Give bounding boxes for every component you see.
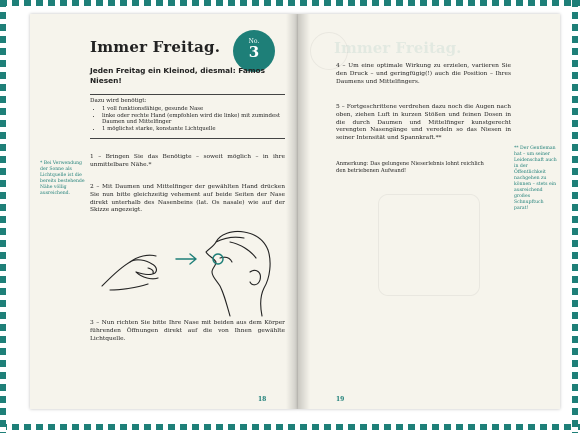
page-title: Immer Freitag. <box>90 38 221 56</box>
book-gutter <box>286 14 310 409</box>
step-4: 4 – Um eine optimale Wirkung zu erzielen, variieren Sie den Druck – und geringfügig(!) auch die Position – Ihres Daumens und Mittelfingers. <box>336 63 511 85</box>
nose-sketch-illustration <box>100 228 275 318</box>
badge-label: No. <box>248 38 260 45</box>
side-note: ** Der Gentleman hat – um seiner Leidenschaft auch in der Öffentlichkeit nachgehen zu können – stets ein ausreichend großes Schnupftuch parat! <box>514 146 557 211</box>
divider-bottom <box>90 138 285 139</box>
step-1: 1 – Bringen Sie das Benötigte – soweit möglich – in ihre unmittelbare Nähe.* <box>90 154 285 168</box>
stripe-border-left <box>0 0 6 433</box>
side-note: * Bei Verwendung der Sonne als Lichtquelle ist die bereits bestehende Nähe völlig ausreichend. <box>40 161 85 196</box>
page-number: 19 <box>336 396 345 403</box>
stripe-border-right <box>572 0 578 433</box>
list-item: • linke oder rechte Hand (empfohlen wird die linke) mit zumindest Daumen und Mittelfinger <box>102 113 292 126</box>
issue-badge <box>235 32 273 70</box>
step-2: 2 – Mit Daumen und Mittelfinger der gewählten Hand drücken Sie nun bitte gleichzeitig vehement auf beide Seiten der Nase direkt unterhalb des Nasenbeins (lat. Os nasale) wie auf der Skizze angezeigt. <box>90 184 285 214</box>
divider-top <box>90 94 285 95</box>
needs-title: Dazu wird benötigt: <box>90 98 147 104</box>
page-number: 18 <box>258 396 267 403</box>
badge-number: 3 <box>248 43 260 61</box>
step-3: 3 – Nun richten Sie bitte Ihre Nase mit beiden aus dem Körper führenden Öffnungen direkt auf die von Ihnen gewählte Lichtquelle. <box>90 320 285 342</box>
watermark-sketch <box>378 194 480 296</box>
left-page <box>30 14 298 409</box>
remark: Anmerkung: Das gelungene Nieserlebnis lohnt reichlich den betriebenen Aufwand! <box>336 161 484 174</box>
step-5: 5 – Fortgeschrittene verdrehen dazu noch die Augen nach oben, ziehen Luft in kurzen Stößen und feinen Dosen in die durch Daumen und Mittelfinger kunstgerecht verengten Nasengänge und veredeln so das Niesen in seiner Intensität und Spannkraft.** <box>336 104 511 142</box>
stripe-border-bottom <box>0 424 580 430</box>
list-item: • 1 voll funktionsfähige, gesunde Nase <box>102 106 292 113</box>
watermark-title: Immer Freitag. <box>334 39 462 57</box>
subtitle: Jeden Freitag ein Kleinod, diesmal: Famos Niesen! <box>90 66 266 85</box>
open-book <box>18 14 563 416</box>
stripe-border-top <box>0 0 580 6</box>
right-page <box>298 14 560 409</box>
list-item: • 1 möglichst starke, konstante Lichtquelle <box>102 126 292 133</box>
needs-list <box>90 106 292 132</box>
